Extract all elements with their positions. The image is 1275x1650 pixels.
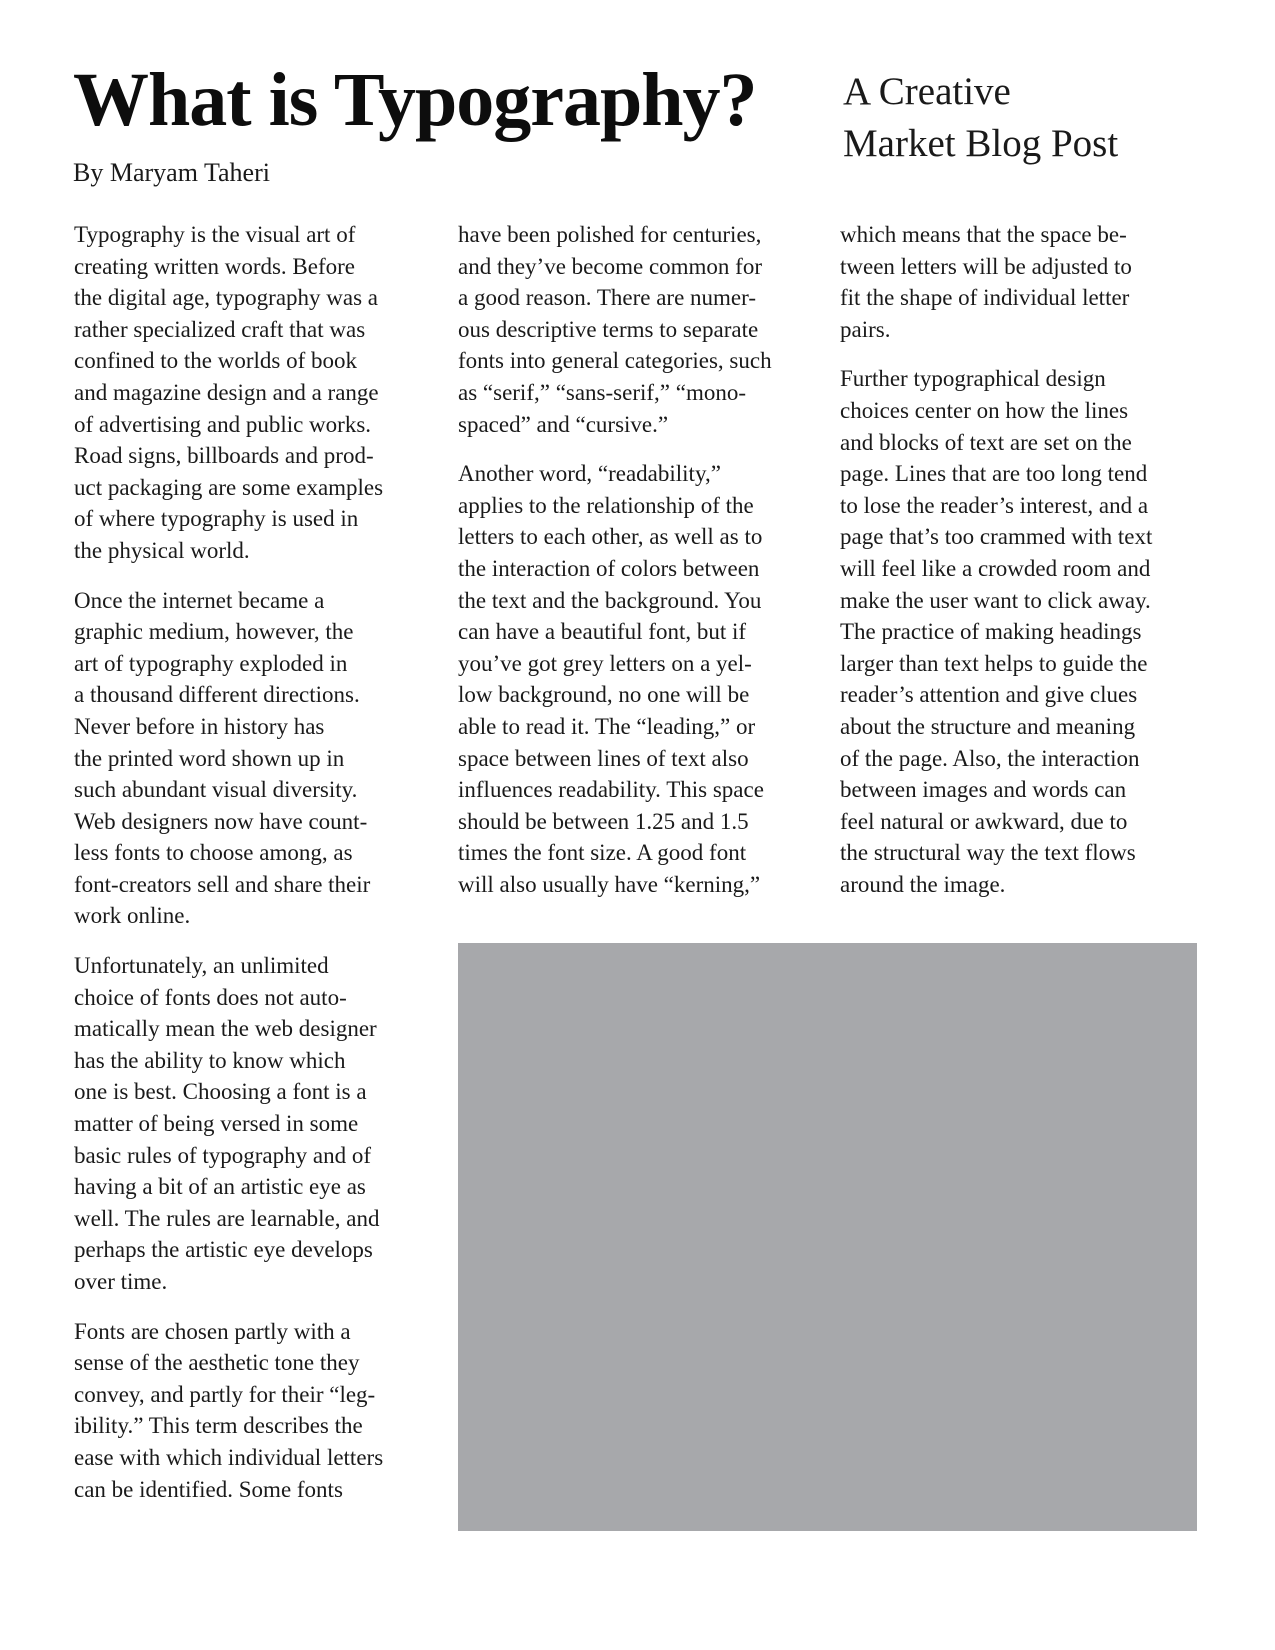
text-line: can be identified. Some fonts: [74, 1476, 343, 1502]
text-line: creating written words. Before: [74, 253, 356, 279]
text-line: to lose the reader’s interest, and a: [840, 492, 1149, 518]
text-line: having a bit of an artistic eye as: [74, 1174, 366, 1200]
text-line: able to read it. The “leading,” or: [458, 713, 756, 739]
text-line: make the user want to click away.: [840, 587, 1151, 613]
article-subtitle: [843, 66, 1118, 170]
text-line: matically mean the web designer: [74, 1016, 377, 1042]
text-line: font-creators sell and share their: [74, 871, 371, 897]
text-line: low background, no one will be: [458, 682, 750, 708]
text-line: Web designers now have count-: [74, 808, 368, 834]
text-line: feel natural or awkward, due to: [840, 808, 1128, 834]
text-line: Never before in history has: [74, 713, 325, 739]
text-line: work online.: [74, 903, 191, 929]
text-line: Another word, “readability,”: [458, 461, 721, 487]
text-line: letters to each other, as well as to: [458, 524, 763, 550]
text-line: and magazine design and a range: [74, 379, 379, 405]
text-line: rather specialized craft that was: [74, 316, 366, 342]
text-line: reader’s attention and give clues: [840, 682, 1138, 708]
article-title: What is Typography?: [73, 58, 757, 142]
text-line: Typography is the visual art of: [74, 222, 356, 247]
text-line: a thousand different directions.: [74, 682, 360, 708]
text-line: Further typographical design: [840, 366, 1106, 392]
paragraph: [840, 363, 1200, 900]
text-line: less fonts to choose among, as: [74, 840, 353, 866]
text-line: over time.: [74, 1269, 168, 1294]
text-line: basic rules of typography and of: [74, 1142, 372, 1168]
text-line: and they’ve become common for: [458, 253, 762, 279]
text-line: has the ability to know which: [74, 1047, 346, 1073]
text-line: perhaps the artistic eye develops: [74, 1237, 373, 1263]
text-column-3: [840, 219, 1200, 918]
text-line: the structural way the text flows: [840, 840, 1136, 866]
text-line: art of typography exploded in: [74, 650, 348, 676]
author-byline: By Maryam Taheri: [73, 158, 270, 187]
text-line: about the structure and meaning: [840, 713, 1136, 739]
paragraph: [74, 585, 434, 933]
text-line: should be between 1.25 and 1.5: [458, 808, 749, 834]
text-line: choice of fonts does not auto-: [74, 984, 347, 1010]
text-line: tween letters will be adjusted to: [840, 253, 1132, 279]
paragraph: [840, 219, 1200, 345]
paragraph: [458, 219, 818, 440]
text-line: The practice of making headings: [840, 619, 1142, 645]
text-line: ibility.” This term describes the: [74, 1413, 363, 1439]
text-line: the interaction of colors between: [458, 555, 760, 581]
text-line: such abundant visual diversity.: [74, 777, 358, 803]
text-line: as “serif,” “sans-serif,” “mono-: [458, 379, 747, 405]
text-line: the text and the background. You: [458, 587, 762, 613]
text-line: matter of being versed in some: [74, 1111, 359, 1137]
text-column-1: [74, 219, 434, 1523]
paragraph: [458, 458, 818, 900]
text-line: of the page. Also, the interaction: [840, 745, 1140, 771]
text-line: Fonts are chosen partly with a: [74, 1318, 351, 1344]
text-line: will also usually have “kerning,”: [458, 871, 761, 897]
paragraph: [74, 950, 434, 1298]
text-line: you’ve got grey letters on a yel-: [458, 650, 752, 676]
text-line: around the image.: [840, 871, 1006, 897]
text-line: spaced” and “cursive.”: [458, 411, 669, 437]
subtitle-line: Market Blog Post: [843, 122, 1119, 165]
text-line: the physical world.: [74, 537, 250, 563]
text-line: applies to the relationship of the: [458, 492, 754, 518]
text-line: ease with which individual letters: [74, 1444, 384, 1470]
text-line: sense of the aesthetic tone they: [74, 1350, 360, 1376]
text-line: the digital age, typography was a: [74, 285, 379, 311]
text-line: choices center on how the lines: [840, 397, 1129, 423]
text-line: Road signs, billboards and prod-: [74, 443, 374, 469]
text-line: fit the shape of individual letter: [840, 285, 1130, 311]
text-line: larger than text helps to guide the: [840, 650, 1148, 676]
text-line: of advertising and public works.: [74, 411, 372, 437]
text-line: Unfortunately, an unlimited: [74, 953, 329, 979]
text-line: confined to the worlds of book: [74, 348, 357, 374]
text-line: of where typography is used in: [74, 506, 359, 532]
text-line: one is best. Choosing a font is a: [74, 1079, 367, 1105]
text-line: page. Lines that are too long tend: [840, 461, 1148, 487]
text-line: a good reason. There are numer-: [458, 285, 756, 311]
text-line: uct packaging are some examples: [74, 474, 384, 500]
text-line: well. The rules are learnable, and: [74, 1205, 380, 1231]
text-line: ous descriptive terms to separate: [458, 316, 759, 342]
paragraph: [74, 1316, 434, 1506]
text-line: and blocks of text are set on the: [840, 429, 1132, 455]
text-line: fonts into general categories, such: [458, 348, 772, 374]
image-placeholder: [458, 943, 1197, 1531]
paragraph: [74, 219, 434, 567]
text-line: have been polished for centuries,: [458, 222, 762, 247]
text-line: the printed word shown up in: [74, 745, 345, 771]
text-line: graphic medium, however, the: [74, 619, 354, 645]
subtitle-line: A Creative: [843, 70, 1011, 113]
text-line: influences readability. This space: [458, 777, 764, 803]
text-column-2: [458, 219, 818, 918]
text-line: Once the internet became a: [74, 587, 325, 613]
text-line: pairs.: [840, 316, 891, 342]
text-line: space between lines of text also: [458, 745, 749, 771]
text-line: times the font size. A good font: [458, 840, 747, 866]
text-line: between images and words can: [840, 777, 1127, 803]
text-line: which means that the space be-: [840, 222, 1127, 247]
text-line: will feel like a crowded room and: [840, 555, 1151, 581]
text-line: page that’s too crammed with text: [840, 524, 1153, 550]
text-line: can have a beautiful font, but if: [458, 619, 747, 645]
text-line: convey, and partly for their “leg-: [74, 1381, 376, 1407]
